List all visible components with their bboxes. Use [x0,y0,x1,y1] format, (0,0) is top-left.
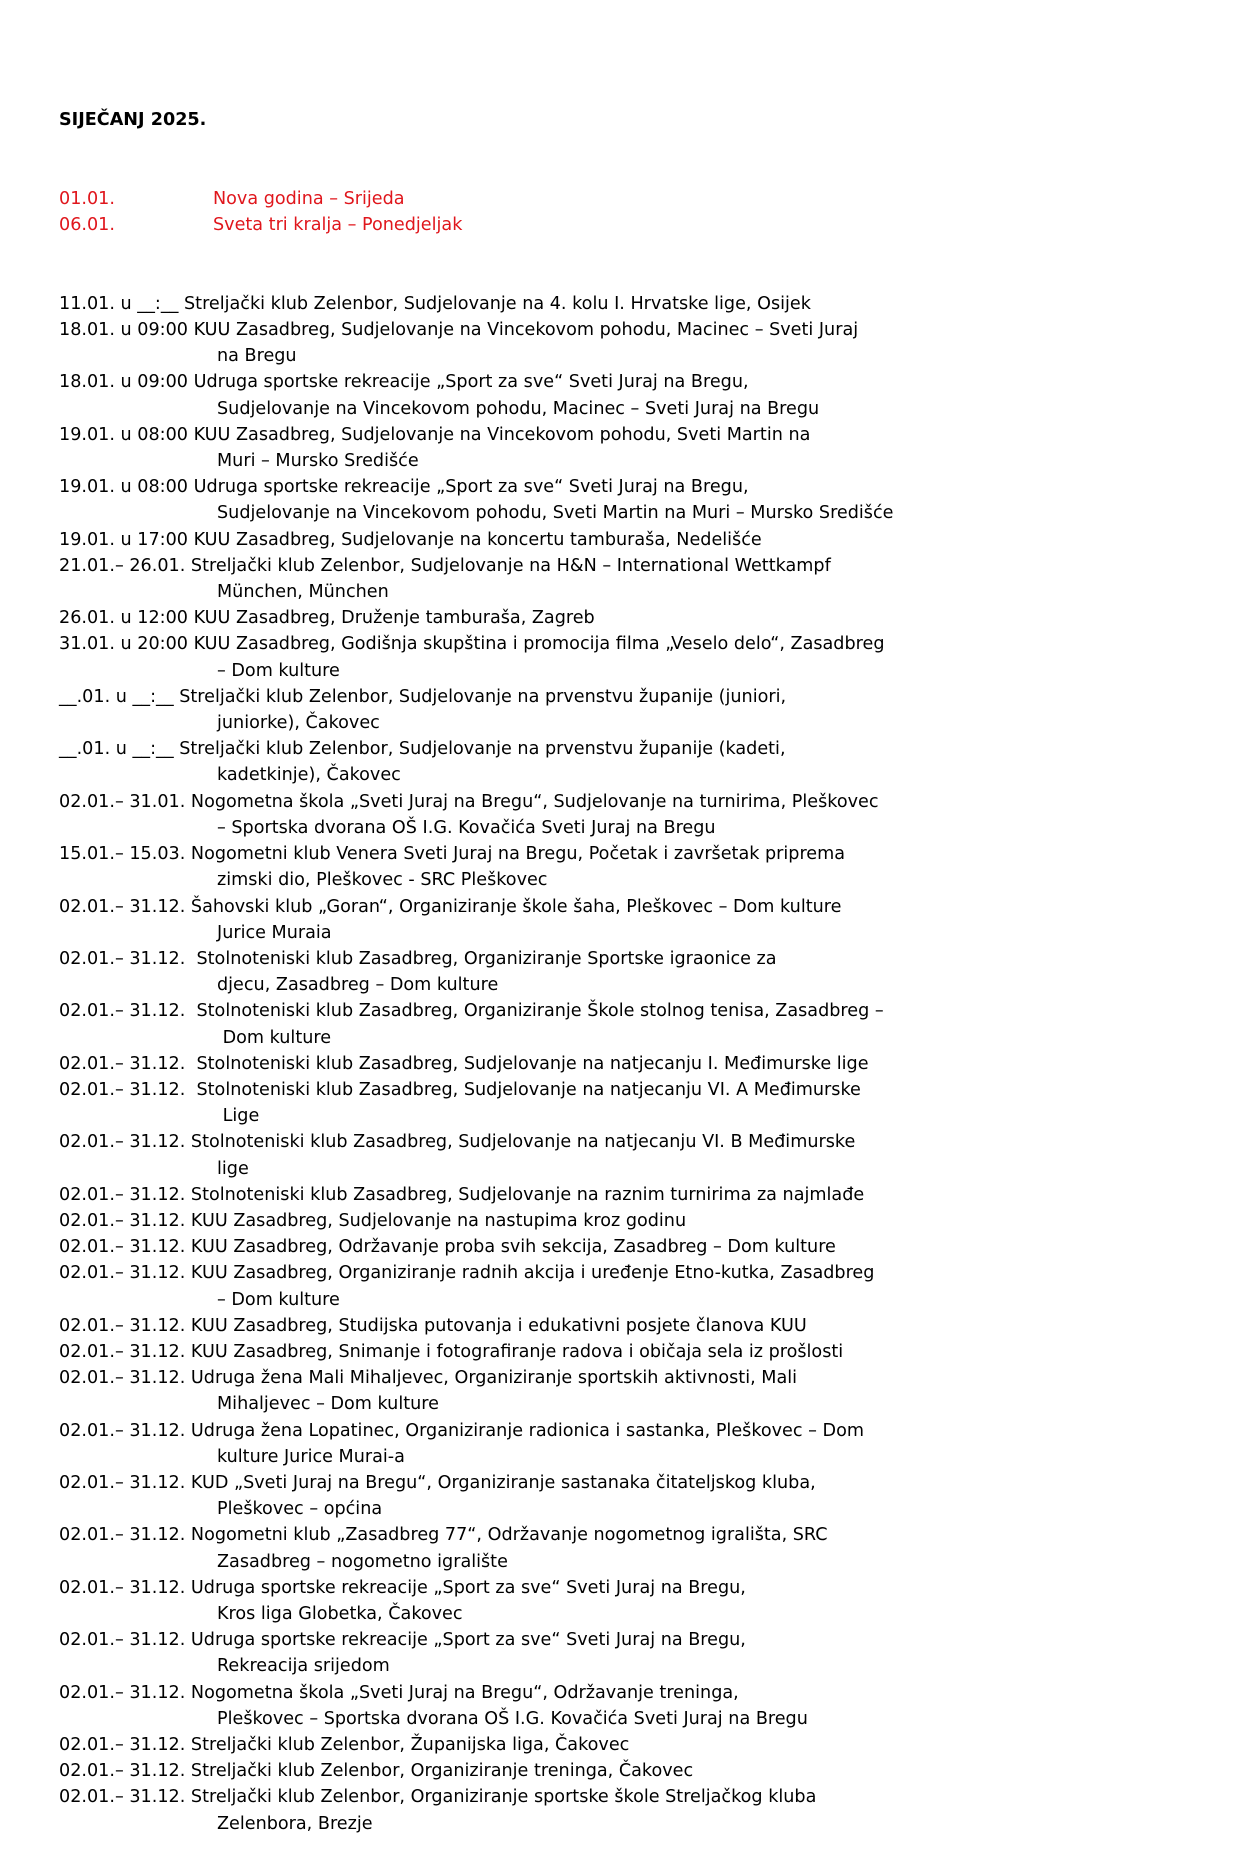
event-line-continuation: Zelenbora, Brezje [217,1813,373,1834]
event-item [59,1522,1179,1574]
event-line: 02.01.– 31.12. Stolnoteniski klub Zasadbreg, Sudjelovanje na raznim turnirima za najmlađe [59,1184,865,1205]
event-line-continuation: Dom kulture [217,1027,332,1048]
event-item [59,1418,1179,1470]
event-line: 18.01. u 09:00 Udruga sportske rekreacije „Sport za sve“ Sveti Juraj na Bregu, [59,372,749,393]
event-line-continuation: juniorke), Čakovec [217,713,380,734]
event-item [59,1077,1179,1129]
event-item [59,1339,1179,1365]
event-line-continuation: na Bregu [217,346,297,367]
event-line: __.01. u __:__ Streljački klub Zelenbor, Sudjelovanje na prvenstvu županije (juniori, [59,686,787,707]
event-item [59,1680,1179,1732]
event-item [59,1234,1179,1260]
event-item [59,998,1179,1050]
event-line: 02.01.– 31.12. Stolnoteniski klub Zasadbreg, Sudjelovanje na natjecanju VI. B Međimurske [59,1132,856,1153]
event-line: __.01. u __:__ Streljački klub Zelenbor, Sudjelovanje na prvenstvu županije (kadeti, [59,739,786,760]
event-line-continuation: Pleškovec – Sportska dvorana OŠ I.G. Kovačića Sveti Juraj na Bregu [217,1708,808,1729]
holiday-name: Sveta tri kralja – Ponedjeljak [213,215,463,236]
event-line: 02.01.– 31.12. Udruga sportske rekreacije „Sport za sve“ Sveti Juraj na Bregu, [59,1577,746,1598]
event-item [59,1627,1179,1679]
event-item [59,1051,1179,1077]
event-line-continuation: Muri – Mursko Središće [217,451,419,472]
event-line: 02.01.– 31.12. Streljački klub Zelenbor, Županijska liga, Čakovec [59,1735,630,1755]
event-line-continuation: zimski dio, Pleškovec - SRC Pleškovec [217,870,548,891]
event-line: 02.01.– 31.12. Šahovski klub „Goran“, Organiziranje škole šaha, Pleškovec – Dom kulture [59,896,842,917]
event-line-continuation: – Dom kulture [217,1289,340,1310]
event-line: 19.01. u 08:00 Udruga sportske rekreacije „Sport za sve“ Sveti Juraj na Bregu, [59,477,749,498]
event-line: 02.01.– 31.12. KUU Zasadbreg, Organiziranje radnih akcija i uređenje Etno-kutka, Zasadbreg [59,1263,875,1284]
event-item [59,291,1179,317]
event-line: 02.01.– 31.12. Nogometna škola „Sveti Juraj na Bregu“, Održavanje treninga, [59,1682,739,1703]
event-item [59,605,1179,631]
event-line: 02.01.– 31.12. Stolnoteniski klub Zasadbreg, Sudjelovanje na natjecanju I. Međimurske lige [59,1053,869,1074]
event-line-continuation: – Sportska dvorana OŠ I.G. Kovačića Sveti Juraj na Bregu [217,817,716,838]
event-item [59,1575,1179,1627]
event-line-continuation: Sudjelovanje na Vincekovom pohodu, Sveti Martin na Muri – Mursko Središće [217,503,894,524]
event-line: 19.01. u 08:00 KUU Zasadbreg, Sudjelovanje na Vincekovom pohodu, Sveti Martin na [59,424,811,445]
holiday-item [59,186,1179,212]
event-line: 02.01.– 31.12. Streljački klub Zelenbor, Organiziranje sportske škole Streljačkog kluba [59,1787,817,1808]
event-item [59,789,1179,841]
document-body [59,55,1179,1863]
event-line: 02.01.– 31.12. Udruga žena Mali Mihaljevec, Organiziranje sportskih aktivnosti, Mali [59,1368,798,1389]
event-line-continuation: djecu, Zasadbreg – Dom kulture [217,975,499,996]
holiday-date: 06.01. [59,215,115,236]
event-line: 02.01.– 31.12. KUU Zasadbreg, Snimanje i fotografiranje radova i običaja sela iz prošlosti [59,1341,844,1362]
event-item [59,946,1179,998]
holiday-list [59,186,1179,238]
event-line: 21.01.– 26.01. Streljački klub Zelenbor, Sudjelovanje na H&N – International Wettkampf [59,555,831,576]
event-item [59,553,1179,605]
event-line: 02.01.– 31.01. Nogometna škola „Sveti Juraj na Bregu“, Sudjelovanje na turnirima, Pleškovec [59,791,879,812]
event-line-continuation: Zasadbreg – nogometno igralište [217,1551,508,1572]
event-line-continuation: – Dom kulture [217,660,340,681]
event-line: 02.01.– 31.12. KUU Zasadbreg, Studijska putovanja i edukativni posjete članova KUU [59,1315,807,1336]
event-line: 15.01.– 15.03. Nogometni klub Venera Sveti Juraj na Bregu, Početak i završetak priprema [59,844,846,865]
event-line-continuation: Sudjelovanje na Vincekovom pohodu, Macinec – Sveti Juraj na Bregu [217,398,820,419]
event-line-continuation: Pleškovec – općina [217,1499,383,1520]
event-item [59,1470,1179,1522]
event-item [59,841,1179,893]
event-line: 02.01.– 31.12. Udruga sportske rekreacije „Sport za sve“ Sveti Juraj na Bregu, [59,1630,746,1651]
event-line: 02.01.– 31.12. Streljački klub Zelenbor, Organiziranje treninga, Čakovec [59,1761,694,1782]
event-item [59,1732,1179,1758]
page-heading: SIJEČANJ 2025. [59,110,207,131]
event-line-continuation: Mihaljevec – Dom kulture [217,1394,439,1415]
event-item [59,422,1179,474]
event-item [59,1129,1179,1181]
event-list [59,291,1179,1837]
event-item [59,527,1179,553]
event-item [59,1260,1179,1312]
event-item [59,1784,1179,1836]
event-item [59,1758,1179,1784]
event-line: 02.01.– 31.12. Stolnoteniski klub Zasadbreg, Organiziranje Škole stolnog tenisa, Zasadbreg – [59,1001,884,1022]
event-line-continuation: kulture Jurice Murai-a [217,1446,405,1467]
event-item [59,631,1179,683]
event-line: 02.01.– 31.12. Stolnoteniski klub Zasadbreg, Sudjelovanje na natjecanju VI. A Međimurske [59,1079,861,1100]
holiday-name: Nova godina – Srijeda [213,189,405,210]
event-line: 11.01. u __:__ Streljački klub Zelenbor, Sudjelovanje na 4. kolu I. Hrvatske lige, Osijek [59,293,811,314]
event-item [59,894,1179,946]
event-line: 02.01.– 31.12. KUU Zasadbreg, Sudjelovanje na nastupima kroz godinu [59,1210,687,1231]
holiday-date: 01.01. [59,189,115,210]
holiday-item [59,212,1179,238]
event-line: 19.01. u 17:00 KUU Zasadbreg, Sudjelovanje na koncertu tamburaša, Nedelišće [59,529,762,550]
event-item [59,369,1179,421]
event-line: 02.01.– 31.12. Stolnoteniski klub Zasadbreg, Organiziranje Sportske igraonice za [59,948,777,969]
event-item [59,1365,1179,1417]
event-line: 02.01.– 31.12. Udruga žena Lopatinec, Organiziranje radionica i sastanka, Pleškovec – Dom [59,1420,864,1441]
event-line: 02.01.– 31.12. Nogometni klub „Zasadbreg 77“, Održavanje nogometnog igrališta, SRC [59,1525,828,1546]
event-line: 31.01. u 20:00 KUU Zasadbreg, Godišnja skupština i promocija filma „Veselo delo“, Zasadbreg [59,634,885,655]
event-line-continuation: München, München [217,582,389,603]
event-line: 02.01.– 31.12. KUU Zasadbreg, Održavanje proba svih sekcija, Zasadbreg – Dom kulture [59,1237,836,1258]
event-item [59,317,1179,369]
event-line: 02.01.– 31.12. KUD „Sveti Juraj na Bregu“, Organiziranje sastanaka čitateljskog kluba, [59,1472,816,1493]
event-line: 26.01. u 12:00 KUU Zasadbreg, Druženje tamburaša, Zagreb [59,608,595,629]
event-line-continuation: lige [217,1158,249,1179]
event-line: 18.01. u 09:00 KUU Zasadbreg, Sudjelovanje na Vincekovom pohodu, Macinec – Sveti Juraj [59,320,859,341]
event-item [59,1313,1179,1339]
event-line-continuation: Lige [217,1106,260,1127]
event-item [59,474,1179,526]
event-item [59,1208,1179,1234]
event-item [59,736,1179,788]
event-item [59,684,1179,736]
event-line-continuation: kadetkinje), Čakovec [217,765,401,786]
event-line-continuation: Rekreacija srijedom [217,1656,390,1677]
event-line-continuation: Kros liga Globetka, Čakovec [217,1603,463,1624]
event-item [59,1182,1179,1208]
event-line-continuation: Jurice Muraia [217,922,332,943]
